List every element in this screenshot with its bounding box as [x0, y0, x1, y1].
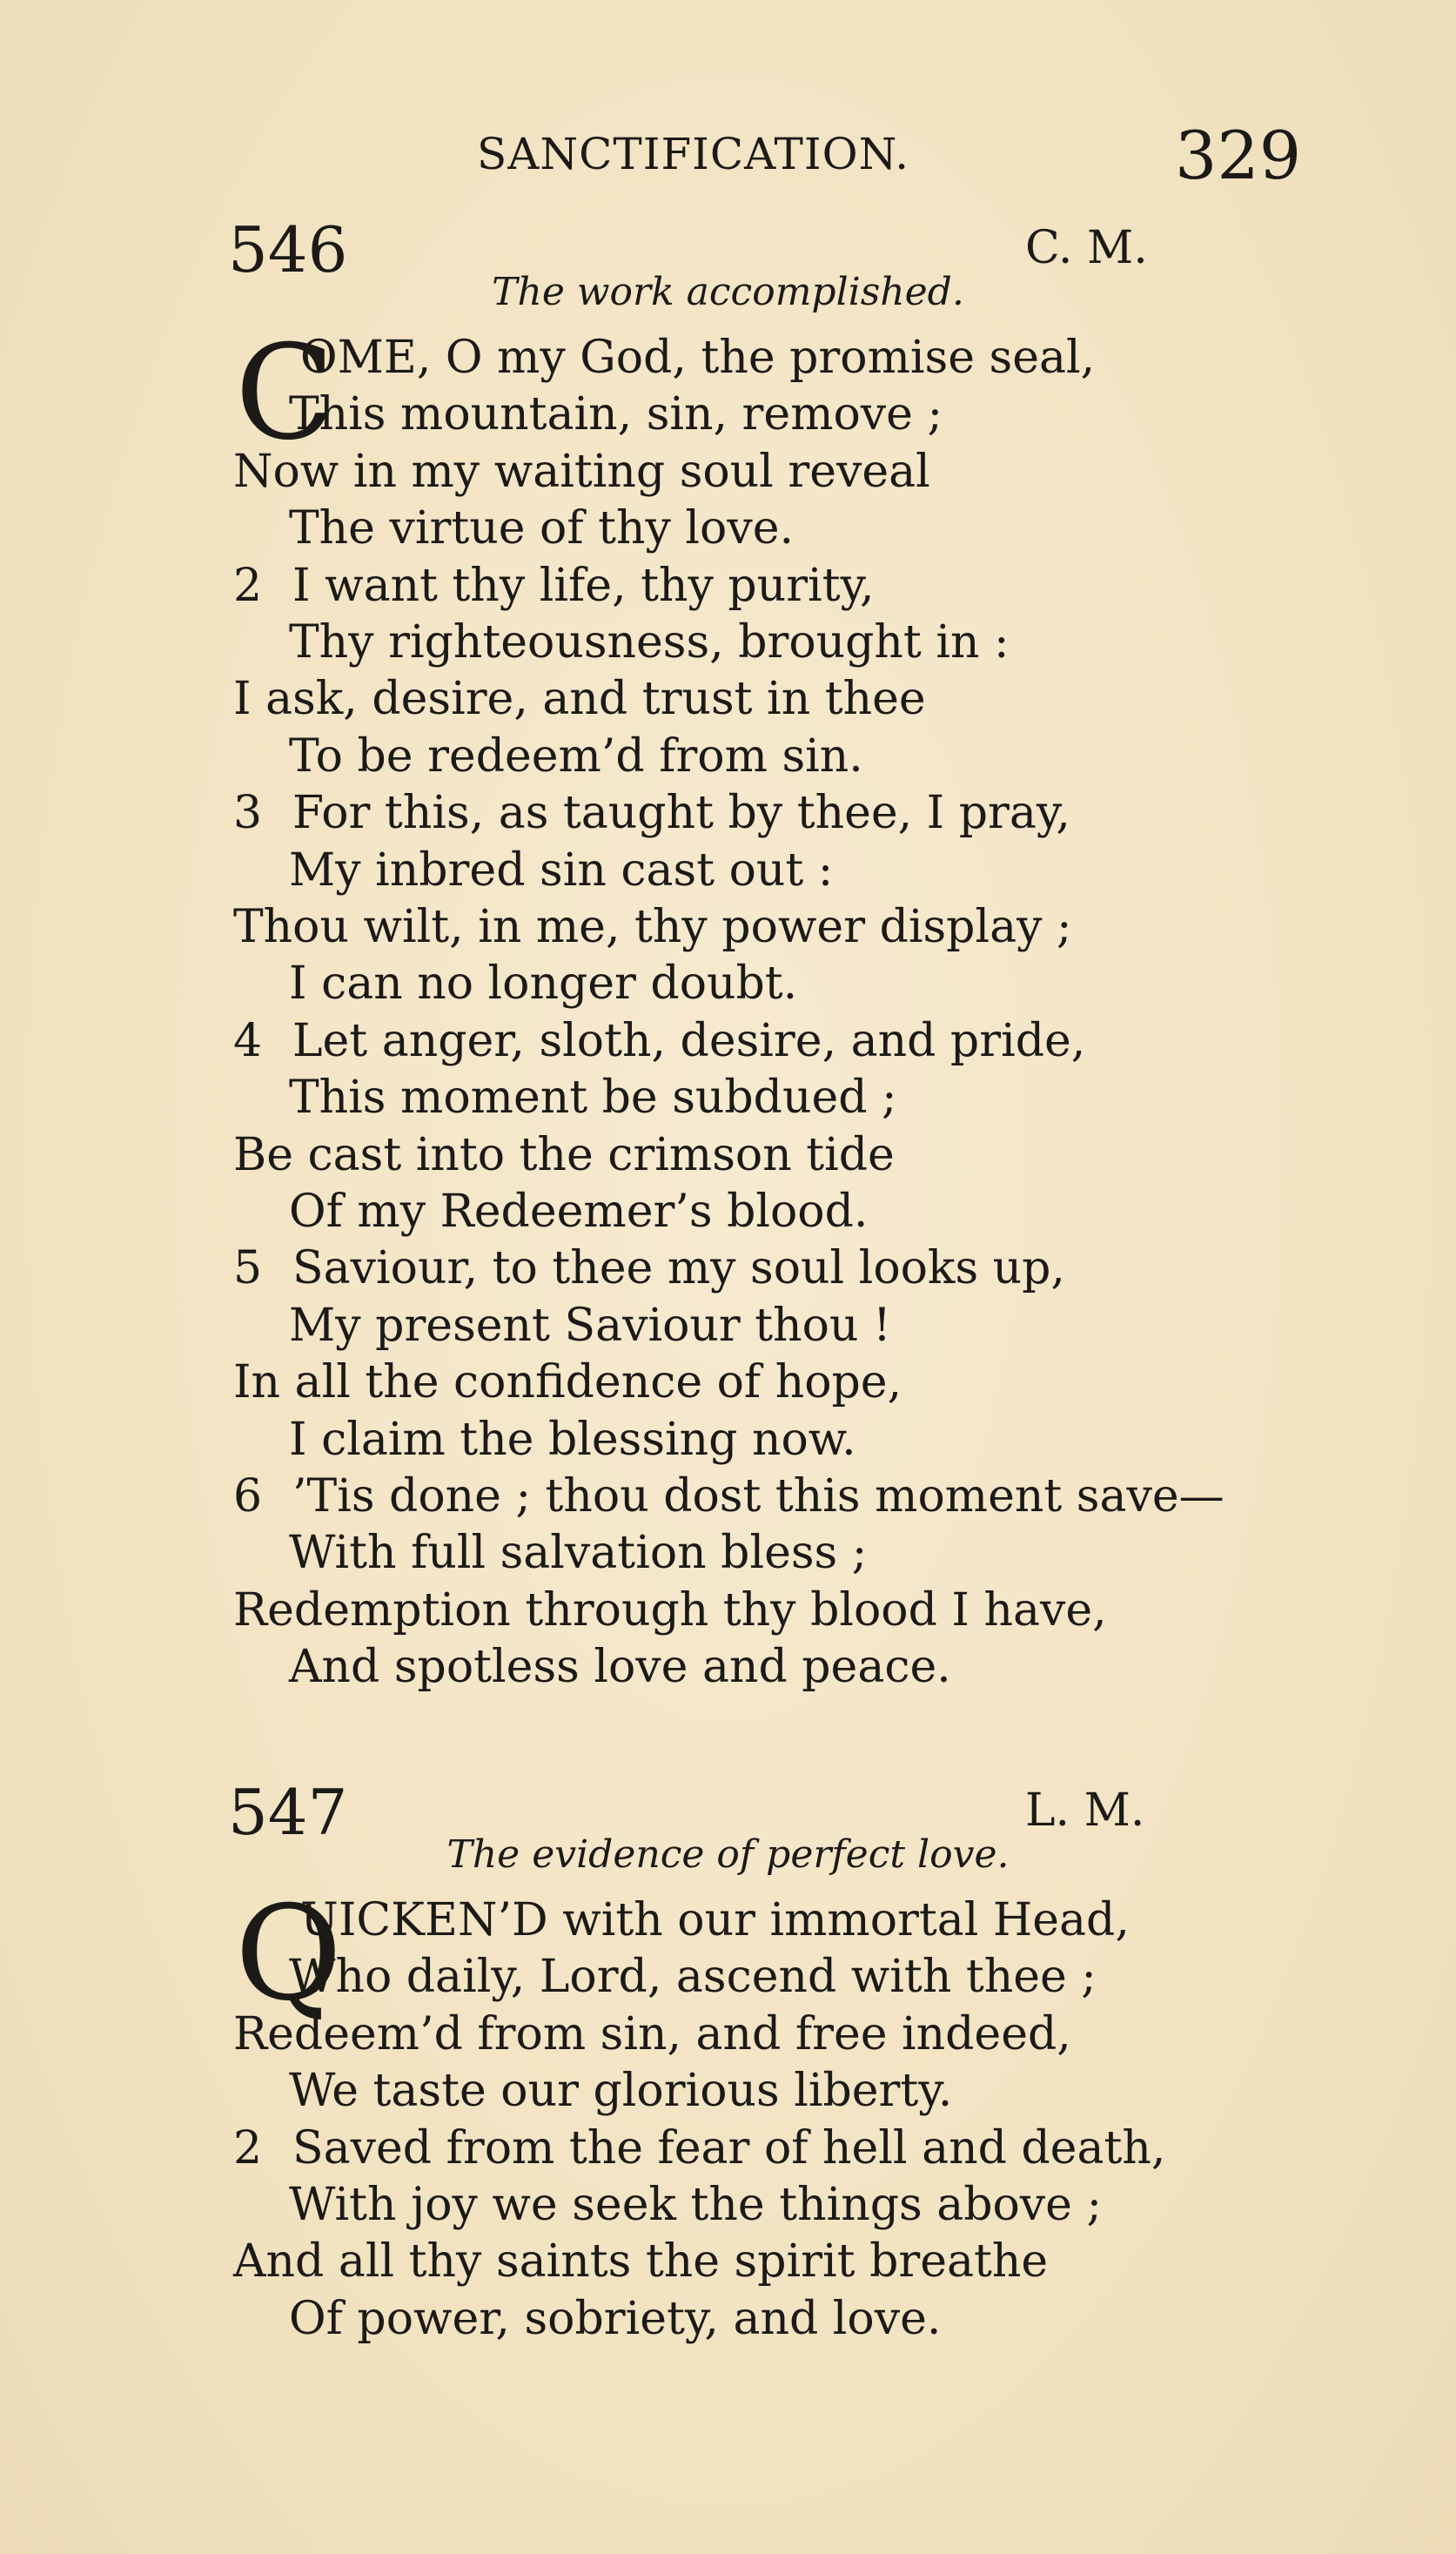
verse-line — [233, 1128, 895, 1181]
verse-text: Redemption through thy blood I have, — [233, 1583, 1107, 1637]
verse-line — [289, 1072, 897, 1125]
verse-line — [289, 1641, 951, 1694]
hymn-subtitle: The work accomplished. — [492, 270, 964, 314]
verse-line — [289, 616, 1010, 669]
hymn-meter: C. M. — [1025, 222, 1148, 274]
verse-line — [300, 1894, 1130, 1946]
verse-line — [289, 2179, 1102, 2231]
verse-text: Of my Redeemer’s blood. — [289, 1186, 869, 1238]
verse-text: This moment be subdued ; — [289, 1072, 897, 1125]
verse-line — [233, 673, 926, 726]
hymn-number: 547 — [228, 1776, 348, 1849]
running-head — [0, 117, 1456, 200]
verse-text: With full salvation bless ; — [289, 1527, 868, 1580]
verse-line — [289, 1299, 891, 1352]
verse-text: We taste our glorious liberty. — [289, 2065, 953, 2118]
verse-text: I ask, desire, and trust in thee — [233, 673, 926, 726]
verse-text: Saviour, to thee my soul looks up, — [292, 1242, 1065, 1295]
verse-line — [233, 559, 875, 612]
verse-text: For this, as taught by thee, I pray, — [292, 787, 1070, 840]
verse-text: With joy we seek the things above ; — [289, 2179, 1102, 2231]
verse-line — [289, 502, 795, 555]
verse-line — [233, 1242, 1065, 1295]
page-number: 329 — [1175, 117, 1302, 194]
verse-text: Saved from the fear of hell and death, — [292, 2121, 1166, 2174]
hymn-546 — [0, 213, 1456, 1694]
verse-text: My inbred sin cast out : — [289, 843, 834, 897]
hymn-meter: L. M. — [1025, 1784, 1145, 1837]
verse-text: And spotless love and peace. — [289, 1641, 951, 1694]
verse-text: I claim the blessing now. — [289, 1413, 856, 1466]
verse-number: 3 — [233, 787, 263, 840]
verse-line — [289, 1527, 868, 1580]
verse-text: Thou wilt, in me, thy power display ; — [233, 901, 1072, 953]
verse-line — [233, 901, 1072, 953]
verse-text: Thy righteousness, brought in : — [289, 616, 1010, 669]
hymn-547 — [0, 1776, 1456, 2345]
verse-text: In all the confidence of hope, — [233, 1356, 902, 1409]
verse-text: Now in my waiting soul reveal — [233, 445, 930, 498]
verse-text: My present Saviour thou ! — [289, 1299, 891, 1352]
verse-text: To be redeem’d from sin. — [289, 729, 863, 783]
drop-cap: Q — [235, 1879, 342, 2030]
verse-line — [289, 1413, 856, 1466]
verse-line — [289, 729, 863, 783]
verse-number: 2 — [233, 559, 263, 612]
verse-number: 5 — [233, 1242, 263, 1295]
verse-text: I can no longer doubt. — [289, 958, 798, 1011]
verse-text: OME, O my God, the promise seal, — [300, 332, 1096, 384]
verse-text: Who daily, Lord, ascend with thee ; — [289, 1951, 1097, 2004]
verse-line — [233, 1356, 902, 1409]
hymn-number: 546 — [228, 213, 348, 286]
verse-text: Let anger, sloth, desire, and pride, — [292, 1014, 1086, 1067]
verse-text: Redeem’d from sin, and free indeed, — [233, 2007, 1071, 2060]
verse-number: 6 — [233, 1470, 263, 1522]
verse-line — [233, 2007, 1071, 2060]
verse-line — [233, 2235, 1049, 2289]
verse-text: And all thy saints the spirit breathe — [233, 2235, 1049, 2289]
verse-line — [233, 2121, 1166, 2174]
verse-text: Of power, sobriety, and love. — [289, 2292, 942, 2345]
verse-text: I want thy life, thy purity, — [292, 559, 875, 612]
verse-text: UICKEN’D with our immortal Head, — [300, 1894, 1130, 1946]
verse-line — [289, 1951, 1097, 2004]
verse-line — [233, 1470, 1225, 1522]
verse-line — [233, 1583, 1107, 1637]
verse-line — [289, 2065, 953, 2118]
verse-line — [289, 388, 943, 441]
running-title: SANCTIFICATION. — [477, 129, 910, 179]
verse-text: The virtue of thy love. — [289, 502, 795, 555]
verse-line — [233, 787, 1070, 840]
verse-text: ’Tis done ; thou dost this moment save— — [292, 1470, 1225, 1522]
verse-number: 2 — [233, 2121, 263, 2174]
verse-text: This mountain, sin, remove ; — [289, 388, 943, 441]
hymn-subtitle: The evidence of perfect love. — [446, 1832, 1010, 1877]
drop-cap: C — [235, 318, 335, 469]
verse-line — [233, 445, 930, 498]
verse-line — [289, 2292, 942, 2345]
verse-text: Be cast into the crimson tide — [233, 1128, 895, 1181]
verse-line — [300, 332, 1096, 384]
verse-line — [289, 958, 798, 1011]
verse-line — [233, 1014, 1086, 1067]
verse-number: 4 — [233, 1014, 263, 1067]
verse-line — [289, 1186, 869, 1238]
verse-line — [289, 843, 834, 897]
